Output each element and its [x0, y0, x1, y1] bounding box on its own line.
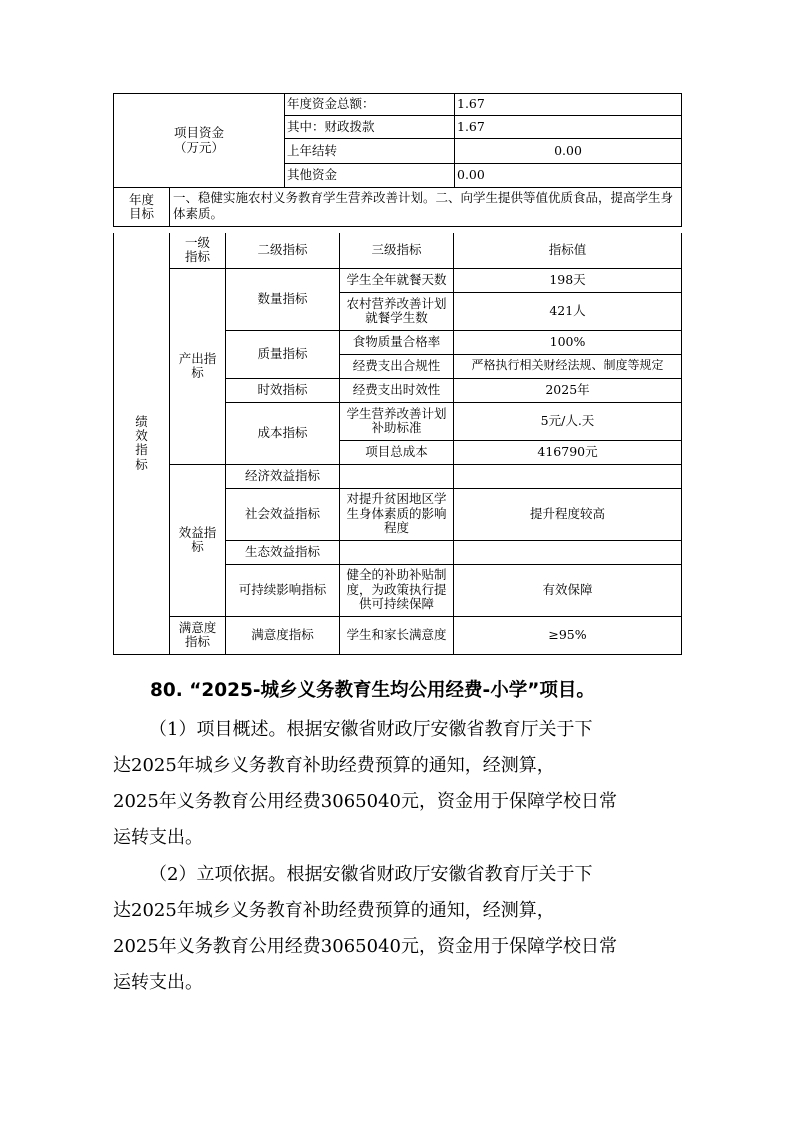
- ecological-value: [454, 540, 682, 564]
- sustainable-label: 可持续影响指标: [226, 564, 340, 616]
- perf-label: 绩 效 指 标: [114, 233, 170, 654]
- paragraph-basis: [113, 857, 693, 1001]
- quality-value-1: 100%: [454, 330, 682, 354]
- paragraph-line: 达2025年城乡义务教育补助经费预算的通知，经测算，: [113, 900, 555, 921]
- paragraph-line: 2025年义务教育公用经费3065040元，资金用于保障学校日常: [113, 936, 617, 957]
- ecological-label: 生态效益指标: [226, 540, 340, 564]
- ecological-name: [340, 540, 454, 564]
- satisfaction-name: 学生和家长满意度: [340, 616, 454, 654]
- benefit-label: 效益指 标: [170, 464, 226, 616]
- cost-value-1: 5元/人.天: [454, 402, 682, 440]
- quality-value-2: 严格执行相关财经法规、制度等规定: [454, 354, 682, 378]
- quantity-label: 数量指标: [226, 268, 340, 330]
- satisfaction-sub: 满意度指标: [226, 616, 340, 654]
- funds-carryover-value: 0.00: [455, 139, 682, 164]
- output-label: 产出指 标: [170, 268, 226, 464]
- funds-carryover-label: 上年结转: [285, 139, 455, 164]
- economic-label: 经济效益指标: [226, 464, 340, 488]
- timeliness-value: 2025年: [454, 378, 682, 402]
- goal-label: 年度 目标: [114, 188, 170, 226]
- sustainable-name: 健全的补助补贴制 度，为政策执行提 供可持续保障: [340, 564, 454, 616]
- social-name: 对提升贫困地区学 生身体素质的影响 程度: [340, 488, 454, 540]
- paragraph-line: 2025年义务教育公用经费3065040元，资金用于保障学校日常: [113, 791, 617, 812]
- paragraph-line: （1）项目概述。根据安徽省财政厅安徽省教育厅关于下: [149, 719, 593, 740]
- social-value: 提升程度较高: [454, 488, 682, 540]
- paragraph-line: 运转支出。: [113, 972, 203, 993]
- quantity-value-1: 198天: [454, 268, 682, 292]
- cost-name-2: 项目总成本: [340, 440, 454, 464]
- performance-table: [113, 233, 682, 655]
- paragraph-overview: [113, 712, 693, 856]
- quantity-value-2: 421人: [454, 292, 682, 330]
- paragraph-line: 达2025年城乡义务教育补助经费预算的通知，经测算，: [113, 755, 555, 776]
- quantity-name-2: 农村营养改善计划 就餐学生数: [340, 292, 454, 330]
- social-label: 社会效益指标: [226, 488, 340, 540]
- quality-name-1: 食物质量合格率: [340, 330, 454, 354]
- quality-name-2: 经费支出合规性: [340, 354, 454, 378]
- paragraph-line: （2）立项依据。根据安徽省财政厅安徽省教育厅关于下: [149, 864, 593, 885]
- funds-total-label: 年度资金总额：: [285, 94, 455, 116]
- cost-name-1: 学生营养改善计划 补助标准: [340, 402, 454, 440]
- quality-label: 质量指标: [226, 330, 340, 378]
- satisfaction-value: ≥95%: [454, 616, 682, 654]
- header-level1: 一级 指标: [170, 233, 226, 268]
- economic-name: [340, 464, 454, 488]
- section-heading: 80. “2025-城乡义务教育生均公用经费-小学”项目。: [150, 680, 595, 701]
- header-level3: 三级指标: [340, 233, 454, 268]
- funds-label: 项目资金 （万元）: [114, 94, 285, 188]
- cost-value-2: 416790元: [454, 440, 682, 464]
- cost-label: 成本指标: [226, 402, 340, 464]
- funds-other-value: 0.00: [455, 164, 682, 188]
- goal-text: 一、稳健实施农村义务教育学生营养改善计划。二、向学生提供等值优质食品，提高学生身体素质。: [173, 190, 674, 222]
- funds-fiscal-label: 其中：财政拨款: [285, 116, 455, 139]
- funds-other-label: 其他资金: [285, 164, 455, 188]
- quantity-name-1: 学生全年就餐天数: [340, 268, 454, 292]
- funds-total-value: 1.67: [455, 94, 682, 116]
- header-level2: 二级指标: [226, 233, 340, 268]
- funds-table: [113, 93, 682, 227]
- header-value: 指标值: [454, 233, 682, 268]
- satisfaction-label: 满意度 指标: [170, 616, 226, 654]
- timeliness-name: 经费支出时效性: [340, 378, 454, 402]
- paragraph-line: 运转支出。: [113, 827, 203, 848]
- economic-value: [454, 464, 682, 488]
- sustainable-value: 有效保障: [454, 564, 682, 616]
- timeliness-label: 时效指标: [226, 378, 340, 402]
- funds-fiscal-value: 1.67: [455, 116, 682, 139]
